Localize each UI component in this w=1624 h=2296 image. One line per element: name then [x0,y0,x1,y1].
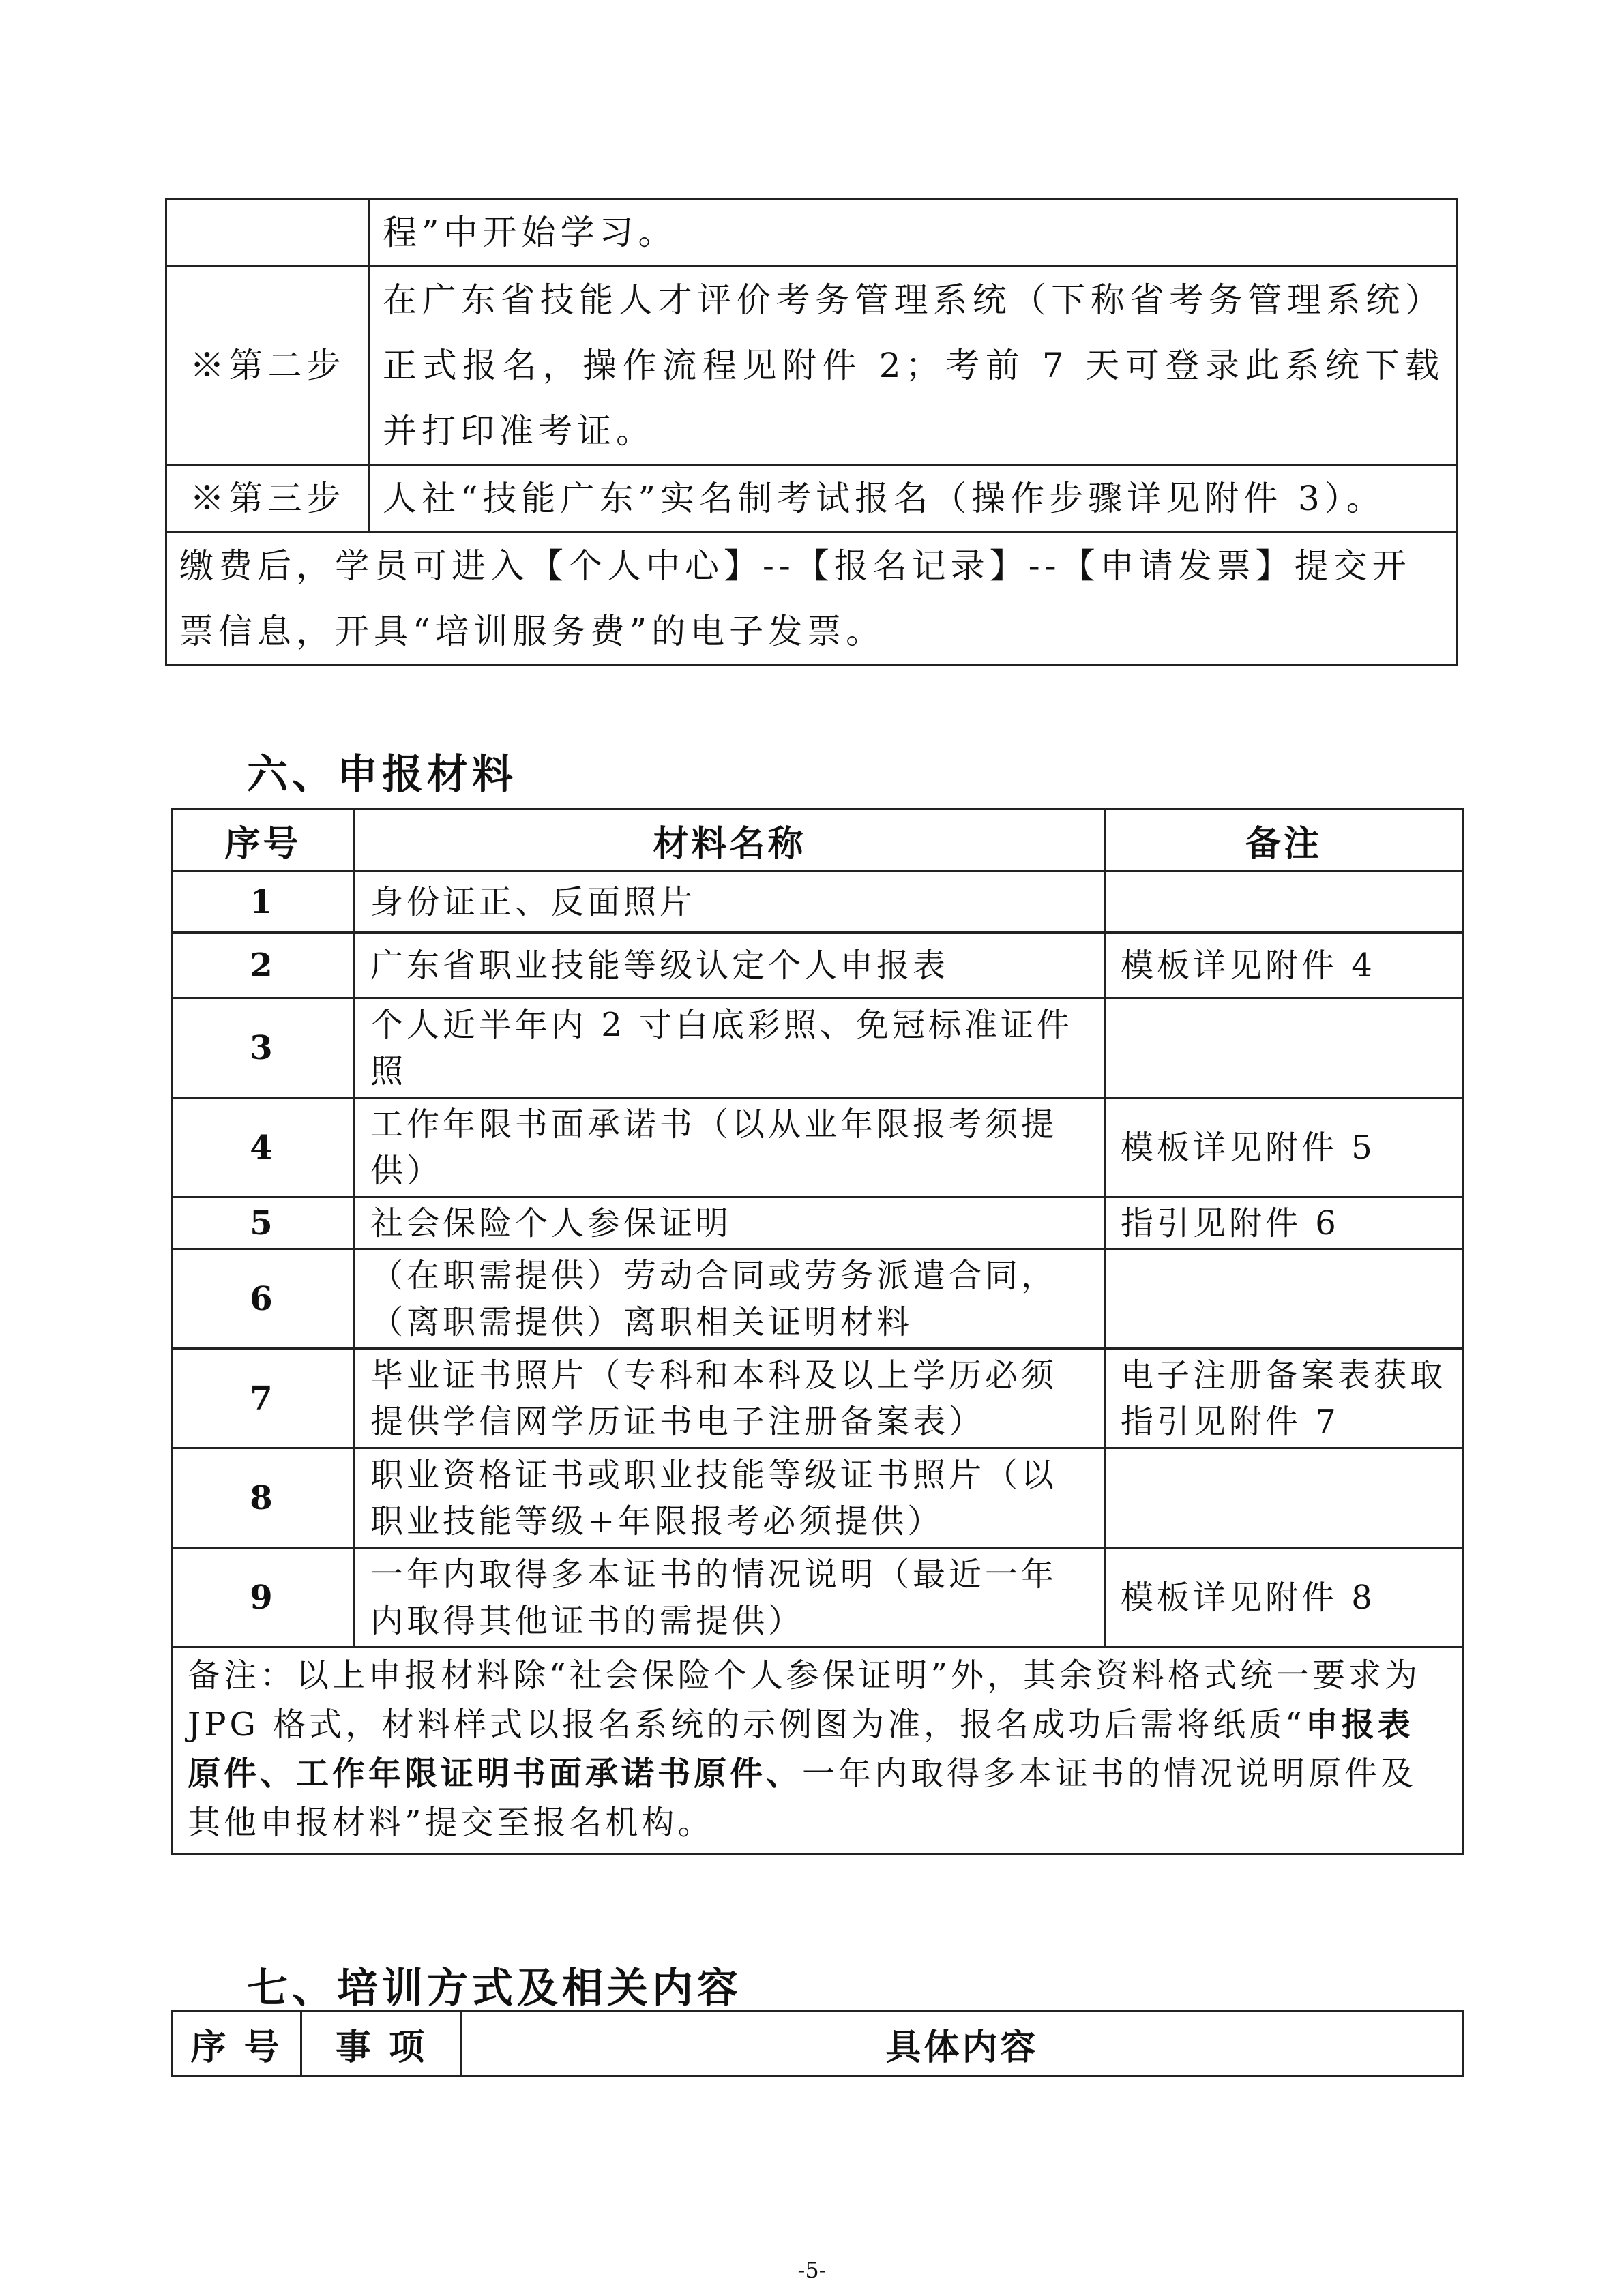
table-row [166,199,1458,267]
table-row [172,1197,1463,1249]
row-remark [1105,871,1463,933]
row-name: （在职需提供）劳动合同或劳务派遣合同，（离职需提供）离职相关证明材料 [355,1249,1105,1349]
row-num: 3 [172,998,355,1098]
row-num: 9 [172,1548,355,1648]
row-name: 社会保险个人参保证明 [355,1197,1105,1249]
table-header-row [172,809,1463,871]
note-text: 一年内取得多本证书的情况说明原件及其他申报材料”提交至报名机构。 [188,1755,1417,1842]
page-number: -5- [797,2257,827,2283]
step-text: 在广东省技能人才评价考务管理系统（下称省考务管理系统）正式报名，操作流程见附件 2；考前 7 天可登录此系统下载并打印准考证。 [370,267,1458,465]
table-row [172,1648,1463,1854]
row-name: 一年内取得多本证书的情况说明（最近一年内取得其他证书的需提供） [355,1548,1105,1648]
column-header-name: 材料名称 [355,809,1105,871]
row-remark: 模板详见附件 4 [1105,933,1463,998]
materials-table [171,808,1464,1855]
note-bold-text: 申报表原件、工作年限证明书面承诺书原件、 [188,1705,1414,1793]
note-text: 备注：以上申报材料除“社会保险个人参保证明”外，其余资料格式统一要求为 JPG 格式，材料样式以报名系统的示例图为准，报名成功后需将纸质“ [188,1656,1421,1744]
row-name: 职业资格证书或职业技能等级证书照片（以职业技能等级+年限报考必须提供） [355,1448,1105,1548]
row-num: 1 [172,871,355,933]
section-heading: 六、申报材料 [247,751,517,799]
step-label: ※第三步 [166,465,370,533]
column-header-remark: 备注 [1105,809,1463,871]
table-row [166,533,1458,666]
table-row [172,1548,1463,1648]
section-heading: 七、培训方式及相关内容 [247,1965,742,2012]
step-label: ※第二步 [166,267,370,465]
row-name: 工作年限书面承诺书（以从业年限报考须提供） [355,1098,1105,1197]
row-name: 毕业证书照片（专科和本科及以上学历必须提供学信网学历证书电子注册备案表） [355,1349,1105,1448]
table-row [166,465,1458,533]
row-remark: 模板详见附件 5 [1105,1098,1463,1197]
column-header-num: 序号 [172,809,355,871]
column-header-content: 具体内容 [462,2012,1463,2076]
row-remark: 电子注册备案表获取指引见附件 7 [1105,1349,1463,1448]
row-num: 5 [172,1197,355,1249]
column-header-num: 序 号 [172,2012,301,2076]
table-row [172,1098,1463,1197]
table-row [172,933,1463,998]
row-num: 4 [172,1098,355,1197]
materials-note [172,1648,1463,1854]
row-num: 8 [172,1448,355,1548]
table-row [172,871,1463,933]
table-row [172,998,1463,1098]
row-name: 身份证正、反面照片 [355,871,1105,933]
table-header-row [172,2012,1463,2076]
row-remark [1105,1448,1463,1548]
row-name: 个人近半年内 2 寸白底彩照、免冠标准证件照 [355,998,1105,1098]
table-row [172,1349,1463,1448]
row-num: 2 [172,933,355,998]
table-row [166,267,1458,465]
row-name: 广东省职业技能等级认定个人申报表 [355,933,1105,998]
step-text: 人社“技能广东”实名制考试报名（操作步骤详见附件 3）。 [370,465,1458,533]
row-remark [1105,1249,1463,1349]
row-num: 6 [172,1249,355,1349]
steps-table [165,198,1458,666]
column-header-item: 事 项 [301,2012,462,2076]
step-continuation: 程”中开始学习。 [370,199,1458,267]
row-remark: 指引见附件 6 [1105,1197,1463,1249]
step-label-empty [166,199,370,267]
row-remark [1105,998,1463,1098]
row-remark: 模板详见附件 8 [1105,1548,1463,1648]
row-num: 7 [172,1349,355,1448]
table-row [172,1448,1463,1548]
table-row [172,1249,1463,1349]
training-table [171,2010,1464,2077]
steps-footer: 缴费后，学员可进入【个人中心】--【报名记录】--【申请发票】提交开票信息，开具“培训服务费”的电子发票。 [166,533,1458,666]
